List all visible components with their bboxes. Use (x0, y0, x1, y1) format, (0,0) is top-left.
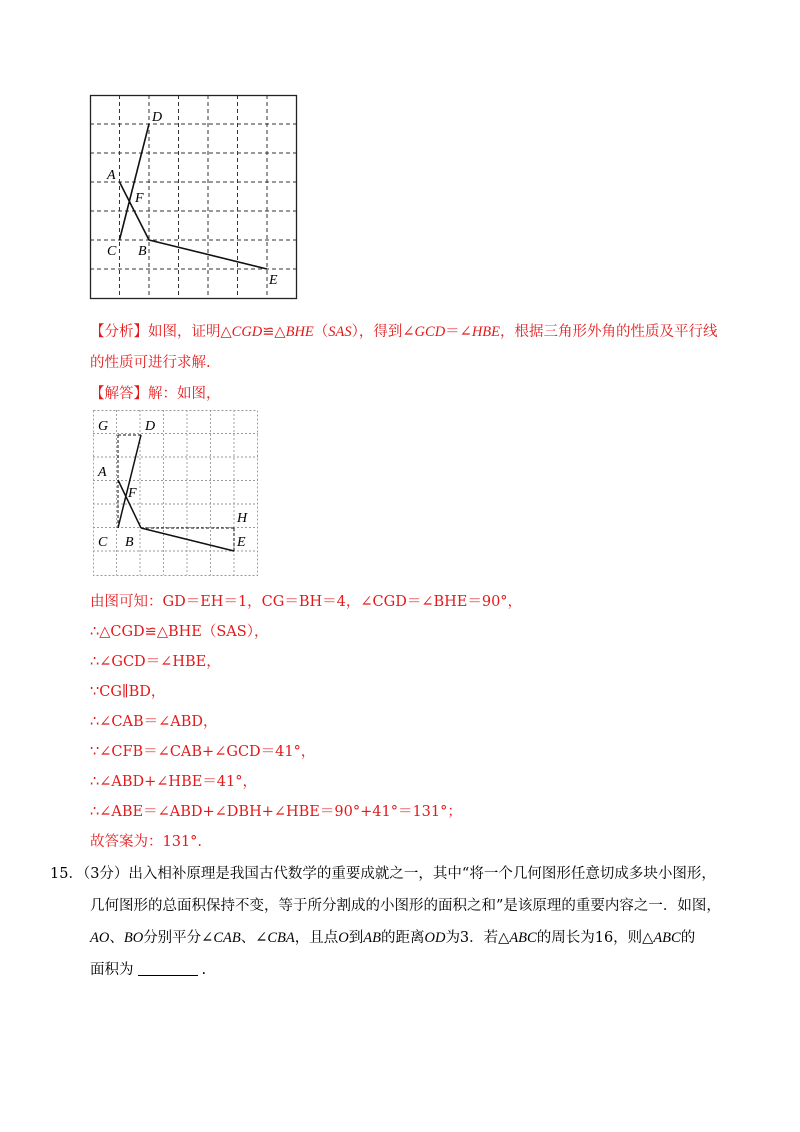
analysis-text: （ (313, 324, 329, 340)
q-text: 分别平分∠ (143, 930, 214, 946)
label-d: D (152, 110, 163, 125)
label-d2: D (145, 419, 156, 434)
answer-tag: 【解答】 (90, 386, 148, 402)
q-var: CAB (213, 930, 241, 946)
label-g: G (98, 419, 109, 434)
q-text: 的周长为16，则△ (536, 930, 654, 946)
analysis-text: ＝∠ (445, 324, 472, 340)
q-var: AB (363, 930, 381, 946)
analysis-line-1 (90, 322, 718, 342)
question-15-line-4 (90, 960, 206, 980)
answer-text: 解：如图， (148, 386, 221, 402)
label-c: C (107, 244, 117, 259)
q-text: 、 (109, 930, 124, 946)
question-number: 15． (50, 866, 83, 882)
question-15-line-1 (50, 864, 716, 884)
q-text: 为3．若△ (445, 930, 510, 946)
answer-heading (90, 384, 221, 404)
analysis-text: ），得到∠ (351, 324, 415, 340)
solution-line-5: ∴∠CAB＝∠ABD， (90, 714, 218, 730)
label-a2: A (98, 465, 107, 480)
label-c2: C (98, 535, 108, 550)
question-text: （3分）出入相补原理是我国古代数学的重要成就之一，其中“将一个几何图形任意切成多块小图形， (82, 866, 716, 882)
label-a: A (107, 168, 116, 183)
q-var: ABC (509, 930, 537, 946)
q-text: ，且点 (294, 930, 339, 946)
label-b2: B (125, 535, 134, 550)
question-15-line-2: 几何图形的总面积保持不变，等于所分割成的小图形的面积之和”是该原理的重要内容之一．如图， (90, 898, 721, 914)
figure-1 (90, 95, 300, 305)
label-h: H (237, 511, 248, 526)
label-b: B (138, 244, 147, 259)
q-var: AO (90, 930, 110, 946)
analysis-text: ≌△ (262, 324, 286, 340)
solution-line-7: ∴∠ABD+∠HBE＝41°， (90, 774, 258, 790)
solution-line-9: 故答案为：131°. (90, 834, 203, 850)
analysis-line-2: 的性质可进行求解. (90, 355, 211, 371)
q-text: 面积为 (90, 962, 134, 978)
question-15-line-3 (90, 928, 695, 948)
analysis-text: 如图，证明△ (148, 324, 232, 340)
solution-line-8: ∴∠ABE＝∠ABD+∠DBH+∠HBE＝90°+41°＝131°； (90, 804, 462, 820)
q-text: 的距离 (380, 930, 425, 946)
analysis-var: GCD (414, 324, 446, 340)
solution-line-4: ∵CG∥BD， (90, 684, 166, 700)
answer-blank[interactable] (138, 975, 198, 976)
q-var: BO (123, 930, 144, 946)
q-text: 、∠ (240, 930, 268, 946)
analysis-text: ，根据三角形外角的性质及平行线 (500, 324, 718, 340)
solution-line-1: 由图可知：GD＝EH＝1，CG＝BH＝4，∠CGD＝∠BHE＝90°， (90, 594, 523, 610)
q-var: CBA (267, 930, 295, 946)
analysis-tag: 【分析】 (90, 324, 148, 340)
solution-line-2: ∴△CGD≌△BHE（SAS）， (90, 624, 269, 640)
q-text: . (201, 962, 207, 978)
label-e: E (269, 273, 278, 288)
label-f2: F (128, 486, 137, 501)
q-text: 的 (680, 930, 696, 946)
analysis-var: BHE (285, 324, 314, 340)
q-var: O (338, 930, 349, 946)
solution-line-3: ∴∠GCD＝∠HBE， (90, 654, 221, 670)
label-e2: E (237, 535, 246, 550)
figure-2 (93, 410, 263, 580)
analysis-var: SAS (328, 324, 352, 340)
q-text: 到 (348, 930, 364, 946)
analysis-var: HBE (471, 324, 501, 340)
label-f: F (135, 191, 144, 206)
q-var: OD (424, 930, 446, 946)
solution-line-6: ∵∠CFB＝∠CAB+∠GCD＝41°， (90, 744, 316, 760)
q-var: ABC (653, 930, 681, 946)
analysis-var: CGD (231, 324, 263, 340)
